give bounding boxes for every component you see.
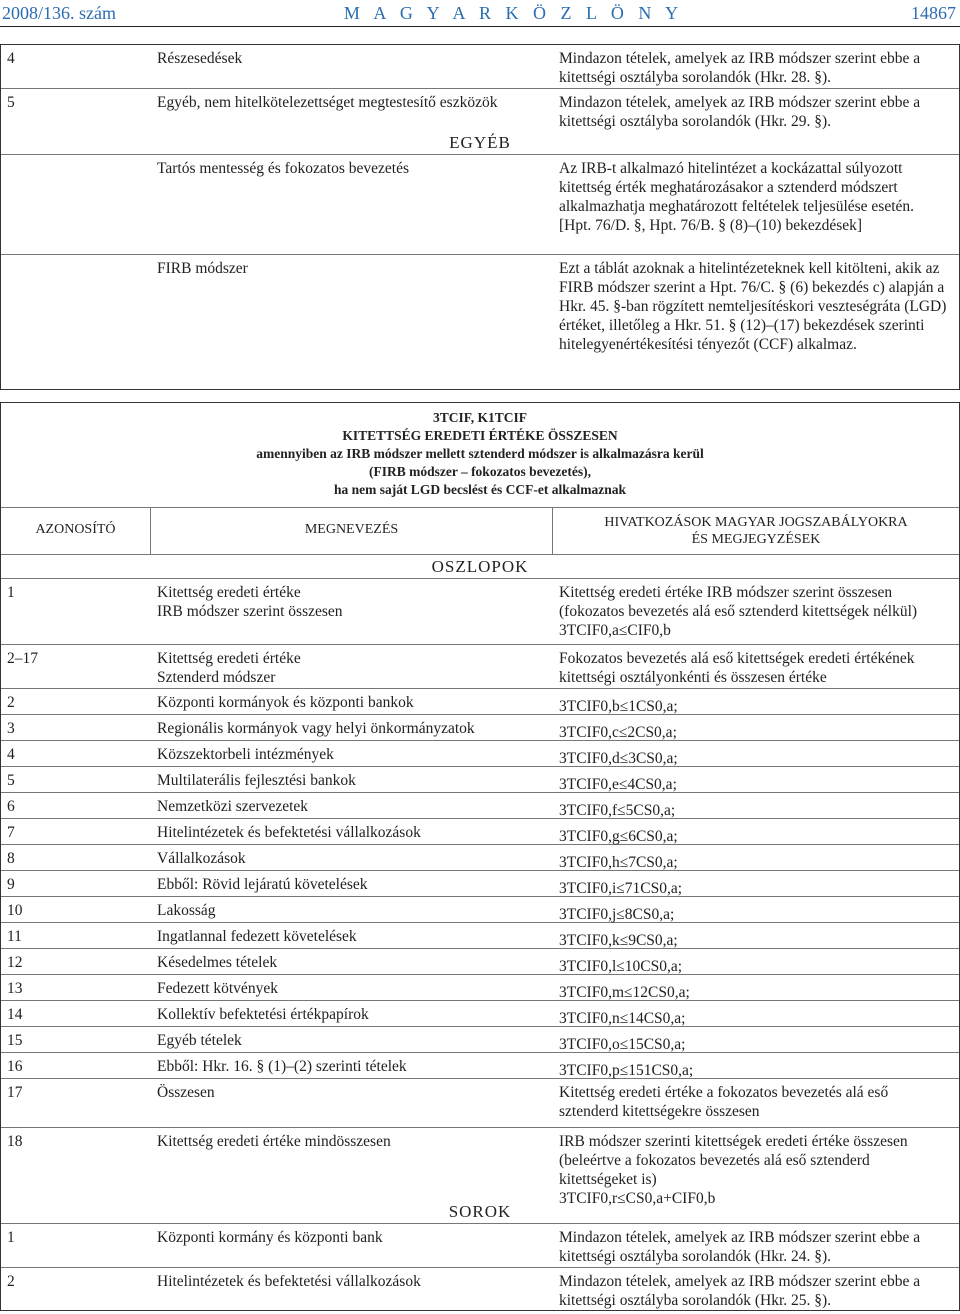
table-row bbox=[1, 793, 959, 819]
row-name: Lakosság bbox=[157, 902, 216, 919]
table-row bbox=[1, 715, 959, 741]
header-name: MEGNEVEZÉS bbox=[151, 508, 553, 554]
table-title bbox=[1, 403, 959, 508]
table-rows-bottom bbox=[1, 155, 959, 376]
row-name: Kitettség eredeti értéke mindösszesen bbox=[157, 1133, 391, 1150]
title-line: ha nem saját LGD becslést és CCF-et alkalmaznak bbox=[333, 482, 627, 497]
row-reference: 3TCIF0,d≤3CS0,a; bbox=[559, 750, 678, 767]
row-reference: Kitettség eredeti értéke IRB módszer szerint összesen (fokozatos bevezetés alá eső sztenderd kitettségek nélkül) 3TCIF0,a≤CIF0,b bbox=[559, 584, 918, 639]
row-name: Hitelintézetek és befektetési vállalkozások bbox=[157, 824, 421, 841]
row-reference: Mindazon tételek, amelyek az IRB módszer szerint ebbe a kitettségi osztályba sorolandók (Hkr. 29. §). bbox=[559, 94, 921, 130]
row-id: 1 bbox=[7, 1229, 15, 1246]
row-reference: IRB módszer szerinti kitettségek eredeti értéke összesen (beleértve a fokozatos bevezetés alá eső sztenderd kitettségeket is) 3TCIF0,r≤CS0,a+CIF0,b bbox=[559, 1133, 908, 1207]
row-name: Késedelmes tételek bbox=[157, 954, 278, 971]
page-header bbox=[0, 0, 960, 26]
row-name: Részesedések bbox=[157, 50, 243, 67]
table-row bbox=[1, 767, 959, 793]
table-row bbox=[1, 949, 959, 975]
title-line: amennyiben az IRB módszer mellett sztenderd módszer is alkalmazásra kerül bbox=[256, 446, 704, 461]
row-reference: 3TCIF0,p≤151CS0,a; bbox=[559, 1062, 694, 1079]
row-name: Ebből: Rövid lejáratú követelések bbox=[157, 876, 368, 893]
table-row bbox=[1, 871, 959, 897]
row-reference: Ezt a táblát azoknak a hitelintézeteknek kell kitölteni, akik az FIRB módszer szerint a Hpt. 76/C. § (6) bekezdés c) alapján a Hkr. 45. §-ban rögzített nemteljesítéskori veszteségráta (LGD) értéket, illetőleg a Hkr. 51. § (12)–(17) bekezdések szerinti hitelegyenértékesítési tényezőt (CCF) alkalmaz. bbox=[559, 260, 947, 353]
row-name: Vállalkozások bbox=[157, 850, 246, 867]
row-id: 2 bbox=[7, 1273, 15, 1290]
table-block-1 bbox=[0, 44, 960, 390]
row-name: Regionális kormányok vagy helyi önkormányzatok bbox=[157, 720, 475, 737]
table-row bbox=[1, 1027, 959, 1053]
table-row bbox=[1, 1268, 959, 1312]
page-number: 14867 bbox=[910, 2, 956, 23]
table-row bbox=[1, 1001, 959, 1027]
row-name: Összesen bbox=[157, 1084, 215, 1101]
row-name: FIRB módszer bbox=[157, 260, 248, 277]
row-name: Egyéb tételek bbox=[157, 1032, 242, 1049]
row-reference: Mindazon tételek, amelyek az IRB módszer szerint ebbe a kitettségi osztályba sorolandók (Hkr. 28. §). bbox=[559, 50, 921, 86]
row-id: 6 bbox=[7, 798, 15, 815]
row-reference: Kitettség eredeti értéke a fokozatos bevezetés alá eső sztenderd kitettségekre összesen bbox=[559, 1084, 889, 1120]
row-reference: 3TCIF0,i≤71CS0,a; bbox=[559, 880, 683, 897]
row-reference: 3TCIF0,o≤15CS0,a; bbox=[559, 1036, 686, 1053]
row-id: 15 bbox=[7, 1032, 23, 1049]
table-block-2 bbox=[0, 402, 960, 1311]
row-name: Fedezett kötvények bbox=[157, 980, 278, 997]
table-row bbox=[1, 975, 959, 1001]
row-name: Központi kormányok és központi bankok bbox=[157, 694, 414, 711]
row-name: Nemzetközi szervezetek bbox=[157, 798, 309, 815]
table-row bbox=[1, 819, 959, 845]
table-row bbox=[1, 255, 959, 376]
row-reference: 3TCIF0,e≤4CS0,a; bbox=[559, 776, 677, 793]
row-name: Kitettség eredeti értéke Sztenderd módszer bbox=[157, 650, 301, 686]
row-id: 9 bbox=[7, 876, 15, 893]
row-id: 4 bbox=[7, 746, 15, 763]
row-name: Közszektorbeli intézmények bbox=[157, 746, 334, 763]
row-reference: 3TCIF0,c≤2CS0,a; bbox=[559, 724, 677, 741]
table-row bbox=[1, 579, 959, 645]
row-reference: 3TCIF0,l≤10CS0,a; bbox=[559, 958, 683, 975]
row-id: 5 bbox=[7, 772, 15, 789]
row-id: 5 bbox=[7, 94, 15, 111]
row-id: 13 bbox=[7, 980, 23, 997]
journal-title: M A G Y A R K Ö Z L Ö N Y bbox=[343, 2, 684, 23]
row-name: Egyéb, nem hitelkötelezettséget megtestesítő eszközök bbox=[157, 94, 498, 111]
row-id bbox=[1, 155, 151, 254]
row-id: 16 bbox=[7, 1058, 23, 1075]
row-reference: 3TCIF0,k≤9CS0,a; bbox=[559, 932, 678, 949]
title-line: 3TCIF, K1TCIF bbox=[432, 410, 528, 425]
section-title-sorok: SOROK bbox=[1, 1200, 959, 1224]
row-name: Ebből: Hkr. 16. § (1)–(2) szerinti tételek bbox=[157, 1058, 407, 1075]
row-reference: 3TCIF0,j≤8CS0,a; bbox=[559, 906, 675, 923]
table-row bbox=[1, 1128, 959, 1207]
row-id: 4 bbox=[7, 50, 15, 67]
title-line: KITETTSÉG EREDETI ÉRTÉKE ÖSSZESEN bbox=[342, 428, 618, 443]
row-id: 7 bbox=[7, 824, 15, 841]
row-reference: Az IRB-t alkalmazó hitelintézet a kockázattal súlyozott kitettség érték meghatározásakor a sztenderd módszert alkalmazhatja meghatározott feltételek teljesülése esetén. [Hpt. 76/D. §, Hpt. 76/B. § (8)–(10) bekezdések] bbox=[559, 160, 915, 234]
table-row bbox=[1, 923, 959, 949]
table-row bbox=[1, 45, 959, 89]
table-rows-top bbox=[1, 45, 959, 131]
row-name: Központi kormány és központi bank bbox=[157, 1229, 383, 1246]
row-id: 3 bbox=[7, 720, 15, 737]
row-name: Multilaterális fejlesztési bankok bbox=[157, 772, 356, 789]
row-id: 14 bbox=[7, 1006, 23, 1023]
row-reference: Mindazon tételek, amelyek az IRB módszer szerint ebbe a kitettségi osztályba sorolandók (Hkr. 24. §). bbox=[559, 1229, 921, 1265]
table-row bbox=[1, 1053, 959, 1079]
row-name: Kollektív befektetési értékpapírok bbox=[157, 1006, 369, 1023]
row-id: 17 bbox=[7, 1084, 23, 1101]
row-reference: 3TCIF0,n≤14CS0,a; bbox=[559, 1010, 686, 1027]
row-reference: 3TCIF0,h≤7CS0,a; bbox=[559, 854, 678, 871]
table-row bbox=[1, 845, 959, 871]
header-id: AZONOSÍTÓ bbox=[1, 508, 151, 554]
row-reference: 3TCIF0,f≤5CS0,a; bbox=[559, 802, 676, 819]
row-name: Kitettség eredeti értéke IRB módszer szerint összesen bbox=[157, 584, 343, 620]
row-reference: Fokozatos bevezetés alá eső kitettségek eredeti értékének kitettségi osztályonkénti és összesen értéke bbox=[559, 650, 915, 686]
table-rows-columns bbox=[1, 579, 959, 1207]
table-row bbox=[1, 689, 959, 715]
table-row bbox=[1, 741, 959, 767]
row-id: 1 bbox=[7, 584, 15, 601]
row-id: 18 bbox=[7, 1133, 23, 1150]
table-row bbox=[1, 897, 959, 923]
issue-number: 2008/136. szám bbox=[2, 2, 116, 23]
row-name: Tartós mentesség és fokozatos bevezetés bbox=[157, 160, 409, 177]
table-rows-rows bbox=[1, 1224, 959, 1312]
table-row bbox=[1, 155, 959, 255]
row-id: 11 bbox=[7, 928, 22, 945]
row-id: 2–17 bbox=[7, 650, 38, 667]
title-line: (FIRB módszer – fokozatos bevezetés), bbox=[368, 464, 592, 479]
row-id: 12 bbox=[7, 954, 23, 971]
row-reference: 3TCIF0,b≤1CS0,a; bbox=[559, 698, 678, 715]
header-rule bbox=[0, 26, 960, 27]
table-row bbox=[1, 89, 959, 131]
row-id: 8 bbox=[7, 850, 15, 867]
table-row bbox=[1, 645, 959, 689]
section-title-egyeb: EGYÉB bbox=[1, 131, 959, 155]
row-name: Ingatlannal fedezett követelések bbox=[157, 928, 357, 945]
column-headers bbox=[1, 508, 959, 555]
row-id bbox=[1, 255, 151, 376]
row-reference: Mindazon tételek, amelyek az IRB módszer szerint ebbe a kitettségi osztályba sorolandók (Hkr. 25. §). bbox=[559, 1273, 921, 1309]
row-name: Hitelintézetek és befektetési vállalkozások bbox=[157, 1273, 421, 1290]
row-reference: 3TCIF0,g≤6CS0,a; bbox=[559, 828, 678, 845]
row-id: 2 bbox=[7, 694, 15, 711]
table-row bbox=[1, 1079, 959, 1128]
row-reference: 3TCIF0,m≤12CS0,a; bbox=[559, 984, 690, 1001]
table-row bbox=[1, 1224, 959, 1268]
header-ref: HIVATKOZÁSOK MAGYAR JOGSZABÁLYOKRA ÉS MEGJEGYZÉSEK bbox=[604, 515, 908, 547]
section-title-oszlopok: OSZLOPOK bbox=[1, 555, 959, 579]
row-id: 10 bbox=[7, 902, 23, 919]
